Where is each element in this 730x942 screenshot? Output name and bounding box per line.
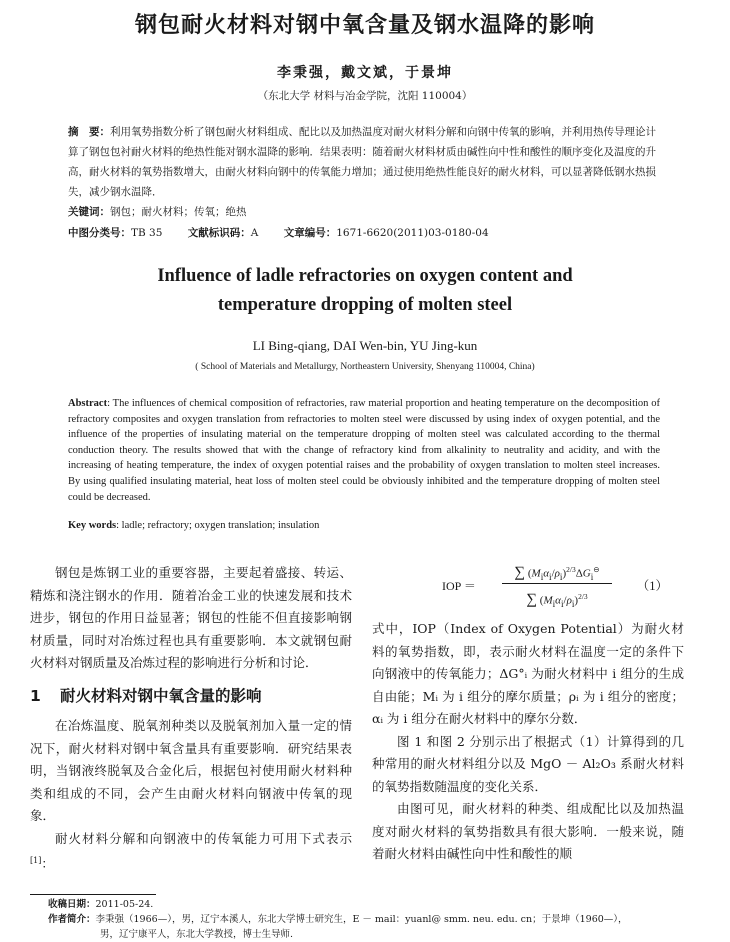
english-keywords-text: : ladle; refractory; oxygen translation; insulation bbox=[116, 520, 320, 531]
section-number: 1 bbox=[30, 686, 41, 705]
footnotes bbox=[48, 897, 698, 942]
doc-code-value: A bbox=[250, 227, 259, 239]
body-paragraph: 在冶炼温度、脱氧剂种类以及脱氧剂加入量一定的情况下，耐火材料对钢中氧含量具有重要影响．研究结果表明，当钢液终脱氧及合金化后，根据包衬使用耐火材料种类和组成的不同，会产生由耐火材料向钢液中传氧的现象． bbox=[30, 718, 352, 823]
author-bio: 作者简介：李秉强（1966—），男，辽宁本溪人，东北大学博士研究生，E － mail：yuanl@ smm. neu. edu. cn；于景坤（1960—）， bbox=[48, 914, 628, 925]
left-column bbox=[30, 562, 352, 876]
chinese-affiliation: （东北大学 材料与冶金学院，沈阳 110004） bbox=[257, 90, 473, 102]
equation-1 bbox=[372, 556, 684, 618]
english-title bbox=[100, 262, 630, 320]
section-title: 耐火材料对钢中氧含量的影响 bbox=[60, 686, 262, 705]
english-affiliation: ( School of Materials and Metallurgy, Northeastern University, Shenyang 110004, China) bbox=[195, 362, 535, 372]
chinese-keywords bbox=[68, 204, 658, 219]
chinese-title: 钢包耐火材料对钢中氧含量及钢水温降的影响 bbox=[134, 13, 595, 38]
english-abstract-label: Abstract bbox=[68, 398, 108, 409]
section-heading bbox=[30, 685, 352, 708]
english-keywords bbox=[68, 520, 660, 531]
chinese-keywords-text: 钢包；耐火材料；传氧；绝热 bbox=[110, 206, 247, 218]
body-paragraph: 耐火材料分解和向钢液中的传氧能力可用下式表示[1]： bbox=[30, 830, 352, 872]
english-title-line-2: temperature dropping of molten steel bbox=[217, 295, 513, 315]
doc-code-label: 文献标识码： bbox=[187, 227, 251, 239]
equation-lhs: IOP ＝ bbox=[442, 579, 476, 593]
body-paragraph: 图 1 和图 2 分别示出了根据式（1）计算得到的几种常用的耐火材料组分以及 MgO － Al₂O₃ 系耐火材料的氧势指数随温度的变化关系． bbox=[372, 733, 684, 794]
english-abstract bbox=[68, 396, 660, 505]
body-paragraph: 由图可见，耐火材料的种类、组成配比以及加热温度对耐火材料的氧势指数具有很大影响．一般来说，随着耐火材料由碱性向中性和酸性的顺 bbox=[372, 801, 684, 861]
english-keywords-label: Key words bbox=[68, 520, 117, 531]
english-title-line-1: Influence of ladle refractories on oxygen content and bbox=[157, 266, 573, 286]
class-number-label: 中图分类号： bbox=[68, 227, 131, 239]
footnote-rule bbox=[30, 894, 156, 895]
citation-reference: [1] bbox=[30, 856, 42, 865]
equation-explanation: 式中，IOP（Index of Oxygen Potential）为耐火材料的氧势指数，即，表示耐火材料在温度一定的条件下向钢液中的传氧能力；ΔG°ᵢ 为耐火材料中 i 组分的生成自由能；Mᵢ 为 i 组分的摩尔质量；ρᵢ 为 i 组分的密度；αᵢ 为 i 组分在耐火材料中的摩尔分数． bbox=[372, 621, 684, 726]
chinese-abstract bbox=[68, 122, 658, 202]
article-number-value: 1671-6620(2011)03-0180-04 bbox=[336, 227, 489, 239]
received-date: 收稿日期：2011-05-24. bbox=[48, 899, 154, 910]
right-column bbox=[372, 556, 684, 866]
class-number-value: TB 35 bbox=[131, 227, 163, 239]
english-abstract-text: : The influences of chemical composition of refractories, raw material proportion and heating temperature on the decomposition of refractory composites and oxygen translation from refractories to molten steel were discussed by using index of oxygen potential, and the influence of the properties of insulating material on the temperature dropping of molten steel was calculated according to the thermal conduction theory. The results showed that with the change of refractory kind from alkalinity to neutrality and acidity, and with the increasing of heating temperature, the index of oxygen potential raises and the probability of oxygen translation to molten steel increases. By using qualified insulating material, heat loss of molten steel could be obviously inhibited and the temperature dropping of molten steel could be decreased. bbox=[68, 398, 660, 503]
chinese-authors: 李秉强，戴文斌，于景坤 bbox=[277, 65, 453, 81]
classification-line bbox=[68, 225, 658, 240]
chinese-abstract-text: 利用氧势指数分析了钢包耐火材料组成、配比以及加热温度对耐火材料分解和向钢中传氧的影响，并利用热传导理论计算了钢包包衬耐火材料的绝热性能对钢水温降的影响．结果表明：随着耐火材料材质由碱性向中性和酸性的顺序变化及温度的升高，耐火材料的氧势指数增大，由耐火材料向钢中的传氧能力增加；通过使用绝热性能良好的耐火材料，可以显著降低钢水热损失，减少钢水温降． bbox=[68, 126, 656, 198]
equation-numerator: ∑ $(M_i\alpha_i/\rho_i)^{2/3}\Delta G_i^⊖$ bbox=[514, 564, 600, 582]
intro-paragraph: 钢包是炼钢工业的重要容器，主要起着盛接、转运、精炼和浇注钢水的作用．随着冶金工业的快速发展和技术进步，钢包的作用日益显著；钢包的性能不但直接影响钢材质量，同时对冶炼过程也具有重要影响．本文就钢包耐火材料对钢质量及冶炼过程的影响进行分析和讨论． bbox=[30, 565, 352, 670]
equation-number: （1） bbox=[636, 579, 668, 593]
author-bio-continued: 男，辽宁康平人，东北大学教授，博士生导师. bbox=[100, 929, 294, 940]
equation-denominator: ∑ $(M_i\alpha_i/\rho_i)^{2/3}$ bbox=[526, 591, 588, 609]
chinese-abstract-label: 摘 要： bbox=[68, 126, 110, 138]
chinese-keywords-label: 关键词： bbox=[68, 206, 110, 218]
equation-fraction bbox=[502, 558, 612, 609]
english-authors: LI Bing-qiang, DAI Wen-bin, YU Jing-kun bbox=[252, 338, 478, 353]
article-number-label: 文章编号： bbox=[283, 227, 337, 239]
